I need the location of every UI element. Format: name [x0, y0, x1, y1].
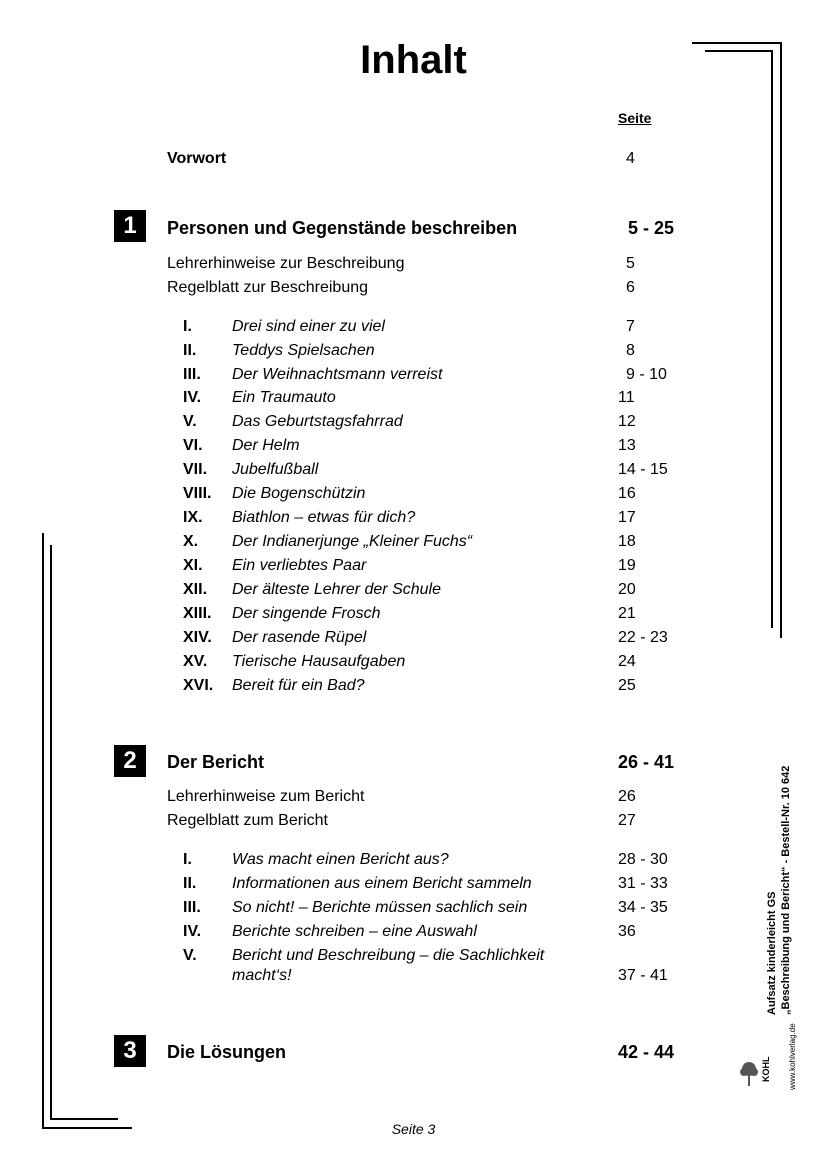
- toc-item-title: Die Bogenschützin: [232, 485, 366, 502]
- toc-item-page: 25: [618, 677, 636, 694]
- toc-item-numeral: I.: [183, 851, 192, 868]
- page-title: Inhalt: [360, 38, 467, 82]
- toc-item-page: 36: [618, 923, 636, 940]
- toc-item-title: Tierische Hausaufgaben: [232, 653, 406, 670]
- toc-vorwort-label: Vorwort: [167, 150, 227, 167]
- toc-item-page: 16: [618, 485, 636, 502]
- toc-intro-page: 27: [618, 812, 636, 829]
- toc-item-title: Jubelfußball: [232, 461, 319, 478]
- toc-item-title: Biathlon – etwas für dich?: [232, 509, 416, 526]
- sidebar-publisher-url: www.kohlverlag.de: [788, 1023, 797, 1090]
- toc-item-numeral: XI.: [183, 557, 203, 574]
- sidebar-publisher-logo: KOHL: [761, 1056, 771, 1082]
- toc-item-title: Der Weihnachtsmann verreist: [232, 366, 443, 383]
- toc-item-page: 24: [618, 653, 636, 670]
- toc-vorwort-page: 4: [626, 150, 635, 167]
- toc-item-numeral: VIII.: [183, 485, 212, 502]
- section-number-badge: 1: [114, 210, 146, 242]
- toc-item-numeral: XV.: [183, 653, 208, 670]
- toc-item-page: 28 - 30: [618, 851, 668, 868]
- toc-item-page: 18: [618, 533, 636, 550]
- toc-item-title: Was macht einen Bericht aus?: [232, 851, 449, 868]
- section-pages: 26 - 41: [617, 752, 674, 772]
- section-number-badge: 2: [114, 745, 146, 777]
- section-title: Der Bericht: [167, 752, 265, 772]
- toc-item-numeral: V.: [183, 947, 197, 964]
- toc-intro-page: 6: [626, 279, 635, 296]
- page-footer: Seite 3: [391, 1121, 436, 1137]
- toc-intro-label: Regelblatt zum Bericht: [167, 812, 328, 829]
- toc-item-page: 14 - 15: [618, 461, 668, 478]
- frame-top-right-inner-v: [771, 50, 773, 628]
- toc-item-page: 19: [618, 557, 636, 574]
- toc-item-numeral: IV.: [183, 389, 202, 406]
- frame-bottom-left-outer-v: [42, 533, 44, 1129]
- section-pages: 42 - 44: [617, 1042, 674, 1062]
- toc-item-numeral: III.: [183, 899, 201, 916]
- sidebar-product-title: Aufsatz kinderleicht GS: [766, 891, 778, 1015]
- toc-item-title: Der Indianerjunge „Kleiner Fuchs“: [232, 533, 473, 550]
- toc-item-title: Informationen aus einem Bericht sammeln: [232, 875, 532, 892]
- section-number-badge: 3: [114, 1035, 146, 1067]
- section-title: Personen und Gegenstände beschreiben: [167, 218, 518, 238]
- toc-item-title: Der Helm: [232, 437, 300, 454]
- toc-intro-label: Lehrerhinweise zur Beschreibung: [167, 255, 405, 272]
- toc-item-page: 12: [618, 413, 636, 430]
- toc-item-numeral: XVI.: [183, 677, 214, 694]
- frame-bottom-left-inner-v: [50, 545, 52, 1120]
- toc-item-page: 13: [618, 437, 636, 454]
- toc-item-page: 20: [618, 581, 636, 598]
- toc-item-page: 21: [618, 605, 636, 622]
- toc-item-title: Berichte schreiben – eine Auswahl: [232, 923, 477, 940]
- toc-item-page: 31 - 33: [618, 875, 668, 892]
- toc-item-numeral: XII.: [183, 581, 208, 598]
- page-column-header: Seite: [618, 110, 652, 126]
- toc-item-title: Der singende Frosch: [232, 605, 381, 622]
- toc-item-page: 9 - 10: [626, 366, 667, 383]
- toc-item-numeral: IV.: [183, 923, 202, 940]
- toc-item-title: Drei sind einer zu viel: [232, 318, 385, 335]
- toc-intro-label: Regelblatt zur Beschreibung: [167, 279, 369, 296]
- toc-intro-label: Lehrerhinweise zum Bericht: [167, 788, 365, 805]
- toc-item-page: 7: [626, 318, 635, 335]
- toc-item-title: Das Geburtstagsfahrrad: [232, 413, 403, 430]
- toc-item-numeral: V.: [183, 413, 197, 430]
- toc-item-title: Teddys Spielsachen: [232, 342, 375, 359]
- toc-item-title: Bericht und Beschreibung – die Sachlichkeit macht‘s!: [232, 947, 545, 984]
- publisher-tree-icon: [739, 1060, 759, 1088]
- toc-item-numeral: XIV.: [183, 629, 212, 646]
- toc-item-title: Bereit für ein Bad?: [232, 677, 365, 694]
- toc-item-numeral: IX.: [183, 509, 203, 526]
- toc-item-page: 8: [626, 342, 635, 359]
- toc-item-numeral: VII.: [183, 461, 208, 478]
- sidebar-order-info: „Beschreibung und Bericht“ - Bestell-Nr. 10 642: [780, 765, 792, 1015]
- section-pages: 5 - 25: [627, 218, 674, 238]
- toc-intro-page: 26: [618, 788, 636, 805]
- toc-item-numeral: II.: [183, 875, 197, 892]
- toc-intro-page: 5: [626, 255, 635, 272]
- toc-item-numeral: III.: [183, 366, 201, 383]
- toc-item-page: 11: [618, 389, 635, 406]
- toc-item-title: Ein verliebtes Paar: [232, 557, 367, 574]
- toc-item-page: 34 - 35: [618, 899, 668, 916]
- toc-item-title: Ein Traumauto: [232, 389, 336, 406]
- toc-item-numeral: VI.: [183, 437, 203, 454]
- frame-bottom-left-inner-h: [50, 1118, 118, 1120]
- toc-item-page: 17: [618, 509, 636, 526]
- toc-item-title: Der älteste Lehrer der Schule: [232, 581, 441, 598]
- toc-item-numeral: II.: [183, 342, 197, 359]
- toc-item-page: 37 - 41: [618, 967, 668, 984]
- toc-item-numeral: I.: [183, 318, 192, 335]
- frame-top-right-outer-v: [780, 42, 782, 638]
- toc-item-title: So nicht! – Berichte müssen sachlich sein: [232, 899, 528, 916]
- section-title: Die Lösungen: [167, 1042, 287, 1062]
- toc-item-numeral: XIII.: [183, 605, 212, 622]
- toc-item-page: 22 - 23: [618, 629, 668, 646]
- toc-item-title: Der rasende Rüpel: [232, 629, 367, 646]
- toc-item-numeral: X.: [183, 533, 199, 550]
